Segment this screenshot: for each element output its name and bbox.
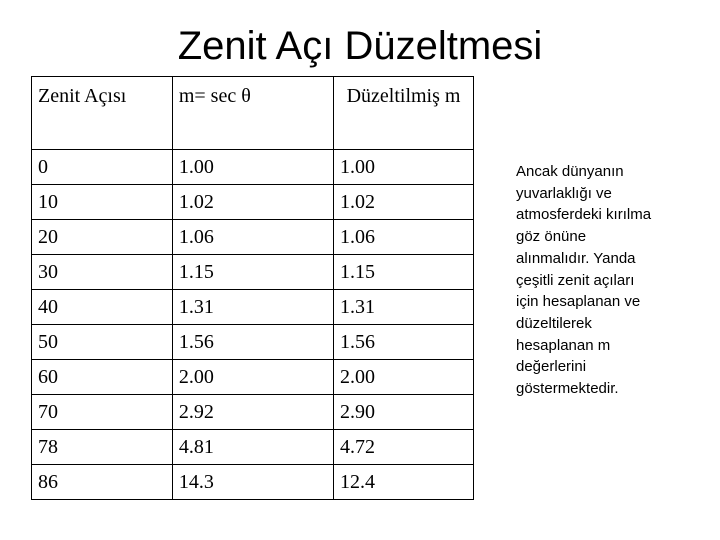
note-line: için hesaplanan ve xyxy=(516,293,641,311)
table-row xyxy=(32,255,474,290)
table-row xyxy=(32,430,474,465)
corrected-m-cell: 1.02 xyxy=(334,185,474,220)
corrected-m-cell: 1.06 xyxy=(334,220,474,255)
zenith-angle-cell: 50 xyxy=(32,325,173,360)
m-sec-cell: 1.02 xyxy=(172,185,333,220)
m-sec-cell: 2.92 xyxy=(172,395,333,430)
m-sec-cell: 2.00 xyxy=(172,360,333,395)
table-row xyxy=(32,185,474,220)
corrected-m-cell: 1.56 xyxy=(334,325,474,360)
zenith-angle-cell: 20 xyxy=(32,220,173,255)
corrected-m-cell: 1.15 xyxy=(334,255,474,290)
note-line: yuvarlaklığı ve xyxy=(516,184,612,202)
column-header-zenith-angle: Zenit Açısı xyxy=(32,77,173,150)
note-line: çeşitli zenit açıları xyxy=(516,271,635,289)
zenith-angle-cell: 86 xyxy=(32,465,173,500)
note-line: hesaplanan m xyxy=(516,336,611,354)
table-row xyxy=(32,360,474,395)
corrected-m-cell: 12.4 xyxy=(334,465,474,500)
table-row xyxy=(32,220,474,255)
table-header-row xyxy=(32,77,474,150)
note-line: düzeltilerek xyxy=(516,314,592,332)
table-row xyxy=(32,150,474,185)
column-header-m-sec: m= sec θ xyxy=(172,77,333,150)
note-line: değerlerini xyxy=(516,358,587,376)
note-line: alınmalıdır. Yanda xyxy=(516,249,636,267)
m-sec-cell: 1.06 xyxy=(172,220,333,255)
note-line: göz önüne xyxy=(516,228,587,246)
corrected-m-cell: 2.90 xyxy=(334,395,474,430)
zenith-angle-cell: 0 xyxy=(32,150,173,185)
zenith-angle-cell: 78 xyxy=(32,430,173,465)
note-line: göstermektedir. xyxy=(516,380,619,398)
slide-title: Zenit Açı Düzeltmesi xyxy=(177,24,543,68)
corrected-m-cell: 1.31 xyxy=(334,290,474,325)
zenith-correction-table xyxy=(31,76,474,500)
m-sec-cell: 1.15 xyxy=(172,255,333,290)
table-row xyxy=(32,465,474,500)
m-sec-cell: 4.81 xyxy=(172,430,333,465)
zenith-angle-cell: 40 xyxy=(32,290,173,325)
note-line: atmosferdeki kırılma xyxy=(516,206,652,224)
m-sec-cell: 14.3 xyxy=(172,465,333,500)
column-header-corrected-m: Düzeltilmiş m xyxy=(334,77,474,150)
corrected-m-cell: 1.00 xyxy=(334,150,474,185)
table-row xyxy=(32,395,474,430)
m-sec-cell: 1.56 xyxy=(172,325,333,360)
m-sec-cell: 1.31 xyxy=(172,290,333,325)
zenith-angle-cell: 10 xyxy=(32,185,173,220)
note-line: Ancak dünyanın xyxy=(516,163,624,180)
m-sec-cell: 1.00 xyxy=(172,150,333,185)
table-row xyxy=(32,290,474,325)
zenith-angle-cell: 30 xyxy=(32,255,173,290)
zenith-angle-cell: 70 xyxy=(32,395,173,430)
table-row xyxy=(32,325,474,360)
corrected-m-cell: 2.00 xyxy=(334,360,474,395)
corrected-m-cell: 4.72 xyxy=(334,430,474,465)
explanation-note xyxy=(516,161,696,400)
zenith-angle-cell: 60 xyxy=(32,360,173,395)
